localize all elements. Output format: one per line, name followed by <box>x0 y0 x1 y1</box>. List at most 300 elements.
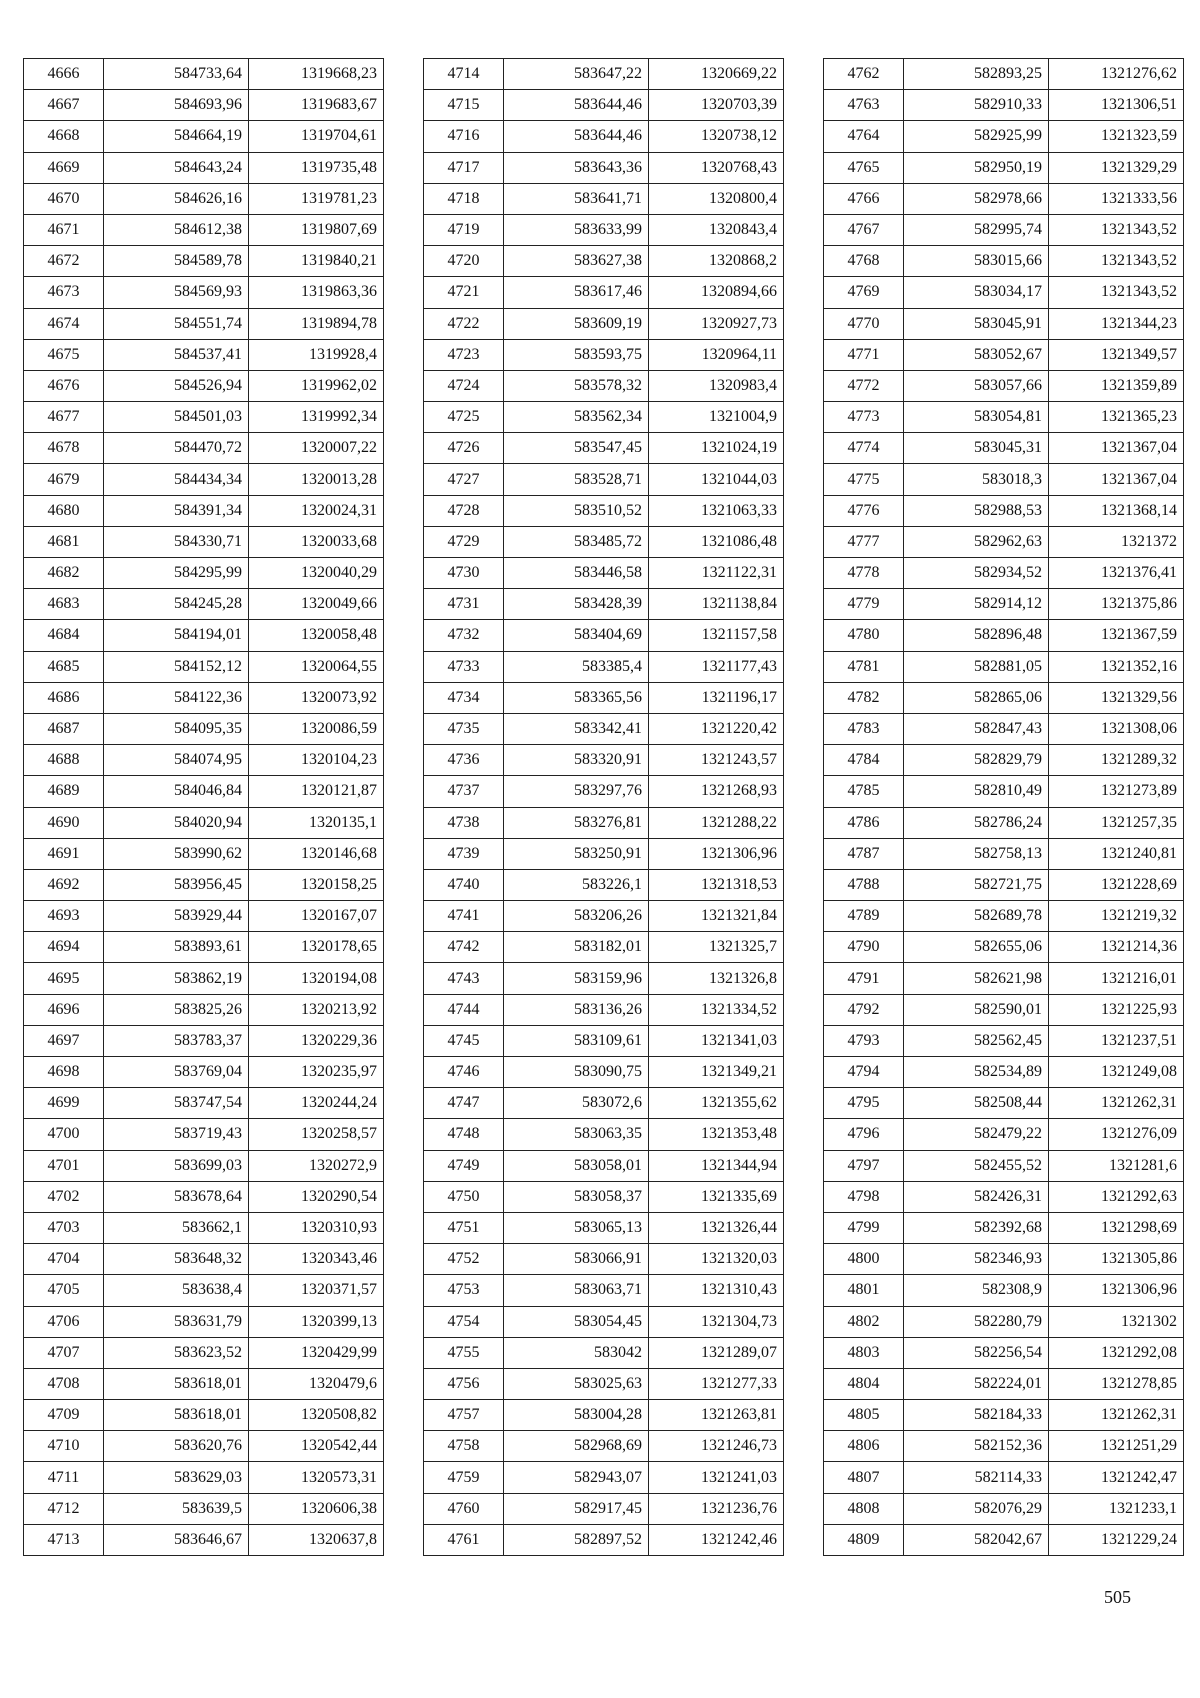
table-row <box>824 526 1184 557</box>
table-row <box>824 1462 1184 1493</box>
table-row <box>824 402 1184 433</box>
y-coordinate-cell: 1320606,38 <box>249 1493 384 1524</box>
point-number-cell: 4806 <box>824 1431 904 1462</box>
y-coordinate-cell: 1321333,56 <box>1049 183 1184 214</box>
y-coordinate-cell: 1319668,23 <box>249 59 384 90</box>
point-number-cell: 4716 <box>424 121 504 152</box>
x-coordinate-cell: 582925,99 <box>904 121 1049 152</box>
table-row <box>424 745 784 776</box>
x-coordinate-cell: 582829,79 <box>904 745 1049 776</box>
y-coordinate-cell: 1321289,32 <box>1049 745 1184 776</box>
x-coordinate-cell: 583769,04 <box>104 1057 249 1088</box>
x-coordinate-cell: 583018,3 <box>904 464 1049 495</box>
y-coordinate-cell: 1321196,17 <box>649 682 784 713</box>
y-coordinate-cell: 1319807,69 <box>249 214 384 245</box>
y-coordinate-cell: 1320073,92 <box>249 682 384 713</box>
y-coordinate-cell: 1321246,73 <box>649 1431 784 1462</box>
table-row <box>824 1057 1184 1088</box>
x-coordinate-cell: 584526,94 <box>104 370 249 401</box>
point-number-cell: 4752 <box>424 1244 504 1275</box>
table-row <box>824 277 1184 308</box>
y-coordinate-cell: 1321353,48 <box>649 1119 784 1150</box>
point-number-cell: 4688 <box>24 745 104 776</box>
point-number-cell: 4685 <box>24 651 104 682</box>
table-row <box>424 994 784 1025</box>
table-row <box>24 1337 384 1368</box>
table-row <box>424 1431 784 1462</box>
y-coordinate-cell: 1321343,52 <box>1049 246 1184 277</box>
x-coordinate-cell: 583609,19 <box>504 308 649 339</box>
y-coordinate-cell: 1321289,07 <box>649 1337 784 1368</box>
x-coordinate-cell: 584589,78 <box>104 246 249 277</box>
table-row <box>24 1462 384 1493</box>
point-number-cell: 4695 <box>24 963 104 994</box>
y-coordinate-cell: 1321228,69 <box>1049 869 1184 900</box>
x-coordinate-cell: 583063,71 <box>504 1275 649 1306</box>
table-row <box>424 214 784 245</box>
x-coordinate-cell: 584295,99 <box>104 558 249 589</box>
point-number-cell: 4730 <box>424 558 504 589</box>
coordinate-table-1 <box>23 58 384 1556</box>
point-number-cell: 4702 <box>24 1181 104 1212</box>
point-number-cell: 4751 <box>424 1212 504 1243</box>
table-row <box>824 713 1184 744</box>
x-coordinate-cell: 582995,74 <box>904 214 1049 245</box>
point-number-cell: 4786 <box>824 807 904 838</box>
x-coordinate-cell: 584391,34 <box>104 495 249 526</box>
table-row <box>24 183 384 214</box>
point-number-cell: 4687 <box>24 713 104 744</box>
x-coordinate-cell: 583057,66 <box>904 370 1049 401</box>
x-coordinate-cell: 583956,45 <box>104 869 249 900</box>
point-number-cell: 4706 <box>24 1306 104 1337</box>
x-coordinate-cell: 582758,13 <box>904 838 1049 869</box>
table-row <box>424 1057 784 1088</box>
point-number-cell: 4686 <box>24 682 104 713</box>
y-coordinate-cell: 1321298,69 <box>1049 1212 1184 1243</box>
point-number-cell: 4721 <box>424 277 504 308</box>
x-coordinate-cell: 582508,44 <box>904 1088 1049 1119</box>
x-coordinate-cell: 583578,32 <box>504 370 649 401</box>
point-number-cell: 4759 <box>424 1462 504 1493</box>
table-row <box>424 495 784 526</box>
x-coordinate-cell: 583510,52 <box>504 495 649 526</box>
x-coordinate-cell: 582426,31 <box>904 1181 1049 1212</box>
table-row <box>424 838 784 869</box>
table-row <box>24 1150 384 1181</box>
table-row <box>24 1244 384 1275</box>
x-coordinate-cell: 583825,26 <box>104 994 249 1025</box>
x-coordinate-cell: 582881,05 <box>904 651 1049 682</box>
x-coordinate-cell: 582224,01 <box>904 1368 1049 1399</box>
table-row <box>824 620 1184 651</box>
point-number-cell: 4798 <box>824 1181 904 1212</box>
table-row <box>424 1462 784 1493</box>
y-coordinate-cell: 1321276,62 <box>1049 59 1184 90</box>
x-coordinate-cell: 583633,99 <box>504 214 649 245</box>
point-number-cell: 4802 <box>824 1306 904 1337</box>
y-coordinate-cell: 1321352,16 <box>1049 651 1184 682</box>
point-number-cell: 4744 <box>424 994 504 1025</box>
point-number-cell: 4790 <box>824 932 904 963</box>
y-coordinate-cell: 1320121,87 <box>249 776 384 807</box>
table-row <box>424 1275 784 1306</box>
point-number-cell: 4753 <box>424 1275 504 1306</box>
y-coordinate-cell: 1319840,21 <box>249 246 384 277</box>
x-coordinate-cell: 583446,58 <box>504 558 649 589</box>
point-number-cell: 4781 <box>824 651 904 682</box>
y-coordinate-cell: 1321236,76 <box>649 1493 784 1524</box>
table-row <box>424 121 784 152</box>
x-coordinate-cell: 584245,28 <box>104 589 249 620</box>
x-coordinate-cell: 582076,29 <box>904 1493 1049 1524</box>
point-number-cell: 4705 <box>24 1275 104 1306</box>
point-number-cell: 4725 <box>424 402 504 433</box>
y-coordinate-cell: 1321243,57 <box>649 745 784 776</box>
point-number-cell: 4673 <box>24 277 104 308</box>
point-number-cell: 4711 <box>24 1462 104 1493</box>
y-coordinate-cell: 1320013,28 <box>249 464 384 495</box>
table-row <box>824 963 1184 994</box>
point-number-cell: 4709 <box>24 1400 104 1431</box>
table-row <box>824 1212 1184 1243</box>
coordinate-table-2 <box>423 58 784 1556</box>
x-coordinate-cell: 582950,19 <box>904 152 1049 183</box>
table-row <box>424 620 784 651</box>
x-coordinate-cell: 583644,46 <box>504 121 649 152</box>
point-number-cell: 4729 <box>424 526 504 557</box>
table-row <box>824 183 1184 214</box>
table-row <box>824 651 1184 682</box>
y-coordinate-cell: 1320235,97 <box>249 1057 384 1088</box>
x-coordinate-cell: 583136,26 <box>504 994 649 1025</box>
y-coordinate-cell: 1320272,9 <box>249 1150 384 1181</box>
y-coordinate-cell: 1321214,36 <box>1049 932 1184 963</box>
y-coordinate-cell: 1320399,13 <box>249 1306 384 1337</box>
y-coordinate-cell: 1320135,1 <box>249 807 384 838</box>
y-coordinate-cell: 1321318,53 <box>649 869 784 900</box>
y-coordinate-cell: 1319962,02 <box>249 370 384 401</box>
x-coordinate-cell: 583045,31 <box>904 433 1049 464</box>
point-number-cell: 4719 <box>424 214 504 245</box>
table-row <box>424 526 784 557</box>
point-number-cell: 4792 <box>824 994 904 1025</box>
x-coordinate-cell: 584122,36 <box>104 682 249 713</box>
y-coordinate-cell: 1321329,56 <box>1049 682 1184 713</box>
table-row <box>424 433 784 464</box>
point-number-cell: 4768 <box>824 246 904 277</box>
y-coordinate-cell: 1321278,85 <box>1049 1368 1184 1399</box>
x-coordinate-cell: 583297,76 <box>504 776 649 807</box>
y-coordinate-cell: 1320194,08 <box>249 963 384 994</box>
x-coordinate-cell: 584152,12 <box>104 651 249 682</box>
point-number-cell: 4710 <box>24 1431 104 1462</box>
x-coordinate-cell: 584551,74 <box>104 308 249 339</box>
x-coordinate-cell: 584501,03 <box>104 402 249 433</box>
y-coordinate-cell: 1320508,82 <box>249 1400 384 1431</box>
point-number-cell: 4718 <box>424 183 504 214</box>
x-coordinate-cell: 582114,33 <box>904 1462 1049 1493</box>
table-row <box>424 1524 784 1555</box>
x-coordinate-cell: 583365,56 <box>504 682 649 713</box>
table-row <box>824 1150 1184 1181</box>
point-number-cell: 4789 <box>824 901 904 932</box>
table-row <box>24 620 384 651</box>
y-coordinate-cell: 1321344,23 <box>1049 308 1184 339</box>
y-coordinate-cell: 1321242,46 <box>649 1524 784 1555</box>
table-row <box>24 1431 384 1462</box>
table-row <box>24 370 384 401</box>
point-number-cell: 4737 <box>424 776 504 807</box>
y-coordinate-cell: 1321276,09 <box>1049 1119 1184 1150</box>
table-row <box>424 869 784 900</box>
x-coordinate-cell: 584537,41 <box>104 339 249 370</box>
table-row <box>424 713 784 744</box>
table-row <box>24 901 384 932</box>
x-coordinate-cell: 583385,4 <box>504 651 649 682</box>
y-coordinate-cell: 1320158,25 <box>249 869 384 900</box>
table-row <box>824 464 1184 495</box>
x-coordinate-cell: 582562,45 <box>904 1025 1049 1056</box>
x-coordinate-cell: 582689,78 <box>904 901 1049 932</box>
y-coordinate-cell: 1320310,93 <box>249 1212 384 1243</box>
y-coordinate-cell: 1321288,22 <box>649 807 784 838</box>
point-number-cell: 4761 <box>424 1524 504 1555</box>
point-number-cell: 4755 <box>424 1337 504 1368</box>
point-number-cell: 4699 <box>24 1088 104 1119</box>
point-number-cell: 4707 <box>24 1337 104 1368</box>
point-number-cell: 4748 <box>424 1119 504 1150</box>
y-coordinate-cell: 1320703,39 <box>649 90 784 121</box>
point-number-cell: 4799 <box>824 1212 904 1243</box>
x-coordinate-cell: 583090,75 <box>504 1057 649 1088</box>
table-row <box>424 682 784 713</box>
point-number-cell: 4724 <box>424 370 504 401</box>
y-coordinate-cell: 1321306,96 <box>649 838 784 869</box>
point-number-cell: 4693 <box>24 901 104 932</box>
table-row <box>24 745 384 776</box>
table-row <box>24 1181 384 1212</box>
table-row <box>24 1025 384 1056</box>
point-number-cell: 4726 <box>424 433 504 464</box>
x-coordinate-cell: 583699,03 <box>104 1150 249 1181</box>
point-number-cell: 4738 <box>424 807 504 838</box>
point-number-cell: 4681 <box>24 526 104 557</box>
y-coordinate-cell: 1321304,73 <box>649 1306 784 1337</box>
table-row <box>824 1368 1184 1399</box>
table-row <box>824 869 1184 900</box>
y-coordinate-cell: 1321241,03 <box>649 1462 784 1493</box>
x-coordinate-cell: 583644,46 <box>504 90 649 121</box>
x-coordinate-cell: 583042 <box>504 1337 649 1368</box>
table-row <box>424 183 784 214</box>
table-row <box>824 1119 1184 1150</box>
table-row <box>824 152 1184 183</box>
x-coordinate-cell: 582042,67 <box>904 1524 1049 1555</box>
table-row <box>824 994 1184 1025</box>
point-number-cell: 4758 <box>424 1431 504 1462</box>
table-row <box>24 1275 384 1306</box>
table-row <box>824 90 1184 121</box>
table-row <box>24 152 384 183</box>
table-row <box>24 1119 384 1150</box>
point-number-cell: 4782 <box>824 682 904 713</box>
point-number-cell: 4704 <box>24 1244 104 1275</box>
x-coordinate-cell: 582896,48 <box>904 620 1049 651</box>
point-number-cell: 4797 <box>824 1150 904 1181</box>
y-coordinate-cell: 1321225,93 <box>1049 994 1184 1025</box>
y-coordinate-cell: 1321334,52 <box>649 994 784 1025</box>
x-coordinate-cell: 582534,89 <box>904 1057 1049 1088</box>
y-coordinate-cell: 1321375,86 <box>1049 589 1184 620</box>
point-number-cell: 4788 <box>824 869 904 900</box>
x-coordinate-cell: 583620,76 <box>104 1431 249 1462</box>
y-coordinate-cell: 1320049,66 <box>249 589 384 620</box>
table-row <box>24 339 384 370</box>
y-coordinate-cell: 1321306,96 <box>1049 1275 1184 1306</box>
table-row <box>824 682 1184 713</box>
y-coordinate-cell: 1319992,34 <box>249 402 384 433</box>
point-number-cell: 4805 <box>824 1400 904 1431</box>
y-coordinate-cell: 1321367,04 <box>1049 464 1184 495</box>
x-coordinate-cell: 583226,1 <box>504 869 649 900</box>
x-coordinate-cell: 583639,5 <box>104 1493 249 1524</box>
y-coordinate-cell: 1320058,48 <box>249 620 384 651</box>
point-number-cell: 4703 <box>24 1212 104 1243</box>
x-coordinate-cell: 583065,13 <box>504 1212 649 1243</box>
table-row <box>424 59 784 90</box>
x-coordinate-cell: 583662,1 <box>104 1212 249 1243</box>
table-row <box>424 464 784 495</box>
y-coordinate-cell: 1319704,61 <box>249 121 384 152</box>
y-coordinate-cell: 1320086,59 <box>249 713 384 744</box>
point-number-cell: 4808 <box>824 1493 904 1524</box>
y-coordinate-cell: 1321292,08 <box>1049 1337 1184 1368</box>
point-number-cell: 4803 <box>824 1337 904 1368</box>
y-coordinate-cell: 1321344,94 <box>649 1150 784 1181</box>
x-coordinate-cell: 582943,07 <box>504 1462 649 1493</box>
point-number-cell: 4756 <box>424 1368 504 1399</box>
y-coordinate-cell: 1321365,23 <box>1049 402 1184 433</box>
table-row <box>424 1306 784 1337</box>
x-coordinate-cell: 583052,67 <box>904 339 1049 370</box>
table-row <box>824 558 1184 589</box>
table-row <box>824 1088 1184 1119</box>
x-coordinate-cell: 584664,19 <box>104 121 249 152</box>
point-number-cell: 4680 <box>24 495 104 526</box>
y-coordinate-cell: 1321349,21 <box>649 1057 784 1088</box>
table-row <box>24 1493 384 1524</box>
x-coordinate-cell: 584643,24 <box>104 152 249 183</box>
x-coordinate-cell: 583250,91 <box>504 838 649 869</box>
point-number-cell: 4734 <box>424 682 504 713</box>
point-number-cell: 4767 <box>824 214 904 245</box>
x-coordinate-cell: 583623,52 <box>104 1337 249 1368</box>
table-row <box>824 776 1184 807</box>
y-coordinate-cell: 1320927,73 <box>649 308 784 339</box>
point-number-cell: 4727 <box>424 464 504 495</box>
point-number-cell: 4677 <box>24 402 104 433</box>
table-row <box>424 402 784 433</box>
y-coordinate-cell: 1320213,92 <box>249 994 384 1025</box>
table-row <box>824 214 1184 245</box>
table-row <box>24 1400 384 1431</box>
table-row <box>424 1400 784 1431</box>
table-row <box>424 651 784 682</box>
table-row <box>424 1244 784 1275</box>
x-coordinate-cell: 582988,53 <box>904 495 1049 526</box>
y-coordinate-cell: 1321323,59 <box>1049 121 1184 152</box>
table-row <box>824 1337 1184 1368</box>
table-row <box>424 963 784 994</box>
x-coordinate-cell: 583618,01 <box>104 1400 249 1431</box>
x-coordinate-cell: 583638,4 <box>104 1275 249 1306</box>
table-row <box>24 776 384 807</box>
point-number-cell: 4809 <box>824 1524 904 1555</box>
point-number-cell: 4675 <box>24 339 104 370</box>
x-coordinate-cell: 582256,54 <box>904 1337 1049 1368</box>
y-coordinate-cell: 1320868,2 <box>649 246 784 277</box>
x-coordinate-cell: 583025,63 <box>504 1368 649 1399</box>
y-coordinate-cell: 1320258,57 <box>249 1119 384 1150</box>
table-row <box>824 495 1184 526</box>
x-coordinate-cell: 583066,91 <box>504 1244 649 1275</box>
y-coordinate-cell: 1321086,48 <box>649 526 784 557</box>
y-coordinate-cell: 1319735,48 <box>249 152 384 183</box>
table-row <box>824 932 1184 963</box>
x-coordinate-cell: 583159,96 <box>504 963 649 994</box>
table-row <box>824 121 1184 152</box>
y-coordinate-cell: 1321376,41 <box>1049 558 1184 589</box>
x-coordinate-cell: 583929,44 <box>104 901 249 932</box>
table-row <box>24 1306 384 1337</box>
y-coordinate-cell: 1321277,33 <box>649 1368 784 1399</box>
y-coordinate-cell: 1321229,24 <box>1049 1524 1184 1555</box>
y-coordinate-cell: 1320024,31 <box>249 495 384 526</box>
x-coordinate-cell: 583643,36 <box>504 152 649 183</box>
y-coordinate-cell: 1321321,84 <box>649 901 784 932</box>
table-row <box>24 713 384 744</box>
point-number-cell: 4779 <box>824 589 904 620</box>
x-coordinate-cell: 582968,69 <box>504 1431 649 1462</box>
y-coordinate-cell: 1321281,6 <box>1049 1150 1184 1181</box>
y-coordinate-cell: 1320007,22 <box>249 433 384 464</box>
point-number-cell: 4701 <box>24 1150 104 1181</box>
y-coordinate-cell: 1320983,4 <box>649 370 784 401</box>
x-coordinate-cell: 583641,71 <box>504 183 649 214</box>
y-coordinate-cell: 1320178,65 <box>249 932 384 963</box>
y-coordinate-cell: 1321220,42 <box>649 713 784 744</box>
point-number-cell: 4736 <box>424 745 504 776</box>
y-coordinate-cell: 1321177,43 <box>649 651 784 682</box>
table-row <box>24 994 384 1025</box>
y-coordinate-cell: 1320542,44 <box>249 1431 384 1462</box>
x-coordinate-cell: 582847,43 <box>904 713 1049 744</box>
table-row <box>824 1400 1184 1431</box>
point-number-cell: 4682 <box>24 558 104 589</box>
x-coordinate-cell: 582914,12 <box>904 589 1049 620</box>
table-row <box>24 90 384 121</box>
point-number-cell: 4714 <box>424 59 504 90</box>
point-number-cell: 4717 <box>424 152 504 183</box>
table-row <box>424 807 784 838</box>
point-number-cell: 4733 <box>424 651 504 682</box>
x-coordinate-cell: 583485,72 <box>504 526 649 557</box>
y-coordinate-cell: 1319863,36 <box>249 277 384 308</box>
table-row <box>824 1493 1184 1524</box>
y-coordinate-cell: 1319894,78 <box>249 308 384 339</box>
y-coordinate-cell: 1321263,81 <box>649 1400 784 1431</box>
